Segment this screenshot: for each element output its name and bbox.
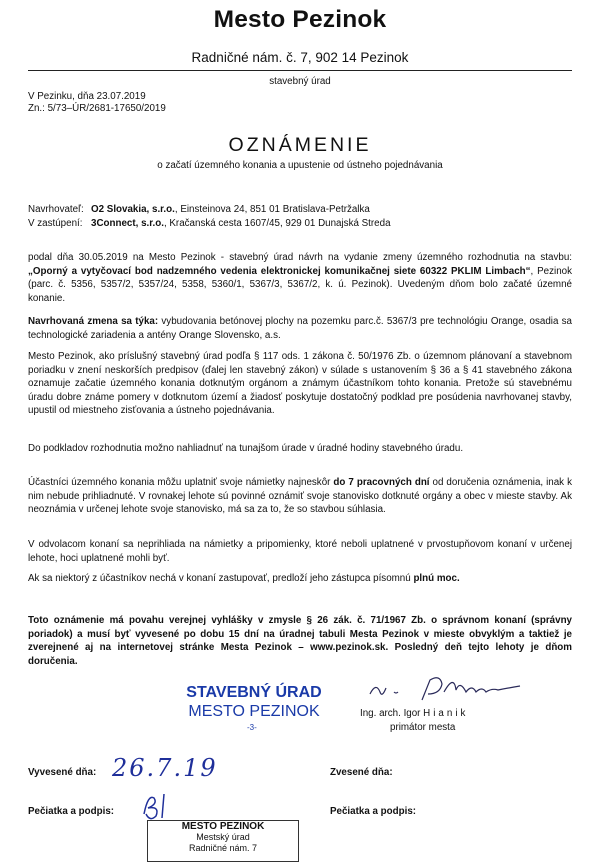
paragraph-inspection (28, 442, 572, 456)
agent-name: 3Connect, s.r.o. (91, 217, 164, 229)
proposer-address: , Einsteinova 24, 851 01 Bratislava-Petržalka (174, 204, 370, 215)
signatory-name (360, 708, 468, 719)
stamp-line-2: MESTO PEZINOK (188, 702, 320, 720)
stamp-sign-label-left: Pečiatka a podpis: (28, 806, 115, 817)
stamp-number: -3- (247, 723, 257, 732)
header-divider (28, 70, 572, 71)
paragraph-public-notice (28, 614, 572, 668)
legal-basis-text: Mesto Pezinok, ako príslušný stavebný úrad podľa § 117 ods. 1 zákona č. 50/1976 Zb. o územnom plánovaní a stavebnom poriadku v znení neskorších predpisov (ďalej len stavebný zákon) v súlade s ustanovením § 36 a § 41 stavebného zákona oznamuje začatie územného konania dotknutým orgánom a známym účastníkom tohto konania. Pretože sú stavebnému úradu dobre známe pomery v dotknutom území a žiadosť poskytuje dostatočný podklad pre posúdenia navrhovanej stavby, upustil od miestneho zisťovania a ústneho pojednávania. (28, 351, 572, 417)
handwritten-signature (364, 672, 564, 708)
signatory-surname: Hianik (423, 708, 469, 719)
posted-date-handwritten: 26.7.19 (112, 754, 218, 782)
public-notice-text: Toto oznámenie má povahu verejnej vyhlášky v zmysle § 26 zák. č. 71/1967 Zb. o správnom konaní (správny poriadok) a musí byť vyvesené po dobu 15 dní na úradnej tabuli Mesta Pezinok v mieste obvyklým a taktiež je zverejnené aj na internetovej stránke Mesta Pezinok – www.pezinok.sk. Posledný deň tejto lehoty je dňom doručenia. (28, 615, 572, 667)
round-stamp-line-3: Radničné nám. 7 (188, 843, 258, 853)
removed-label: Zvesené dňa: (330, 767, 393, 778)
agent-row (28, 217, 391, 231)
stamp-line-1: STAVEBNÝ ÚRAD (186, 684, 322, 701)
posted-label: Vyvesené dňa: (28, 767, 97, 778)
proposer-row (28, 203, 391, 217)
round-stamp-line-2: Mestský úrad (196, 832, 250, 842)
paragraph-appeal (28, 538, 572, 565)
city-address: Radničné nám. č. 7, 902 14 Pezinok (191, 50, 409, 65)
proposer-label: Navrhovateľ: (28, 204, 84, 215)
paragraph-objections (28, 476, 572, 517)
handwritten-initials (140, 788, 184, 822)
signatory-name-prefix: Ing. arch. Igor (360, 708, 424, 719)
stamp-sign-label-right: Pečiatka a podpis: (330, 806, 417, 817)
project-name: „Oporný a vytyčovací bod nadzemného vedenia elektronickej komunikačnej siete 60322 PKLIM Limbach“ (28, 265, 531, 277)
p1-text-a: podal dňa 30.05.2019 na Mesto Pezinok - stavebný úrad návrh na vydanie zmeny územného rozhodnutia na stavbu: (28, 252, 572, 263)
parties-block (28, 203, 391, 230)
place-date: V Pezinku, dňa 23.07.2019 (28, 91, 146, 102)
p5-text-c: od doručenia oznámenia, inak k nim nebude prihliadnuté. V rovnakej lehote sú povinné oznámiť svoje stanovisko dotknuté orgány a obec v mieste stavby. Ak neoznámia v určenej lehote svoje stanovisko, má sa za to, že so stavbou súhlasia. (28, 477, 572, 516)
deadline-text: do 7 pracovných dní (333, 477, 430, 488)
proposer-name: O2 Slovakia, s.r.o. (91, 204, 175, 215)
agent-address: , Kračanská cesta 1607/45, 929 01 Dunajská Streda (163, 217, 391, 229)
office-name: stavebný úrad (269, 76, 331, 87)
p5-text-a: Účastníci územného konania môžu uplatniť svoje námietky najneskôr (28, 477, 334, 488)
appeal-text: V odvolacom konaní sa neprihliada na námietky a pripomienky, ktoré neboli uplatnené v prvostupňovom konaní v určenej lehote, hoci uplatnené mohli byť. (28, 539, 572, 564)
document-heading: OZNÁMENIE (228, 134, 372, 156)
p1-text-c: , Pezinok (parc. č. 5356, 5357/2, 5357/24, 5358, 5360/1, 5367/3, 5367/2, k. ú. Pezinok). Uvedeným dňom bolo začaté územné konanie. (28, 265, 572, 304)
document-subheading: o začatí územného konania a upustenie od ústneho pojednávania (157, 160, 443, 171)
city-title: Mesto Pezinok (213, 6, 387, 33)
signatory-role: primátor mesta (390, 722, 456, 733)
reference-number: Zn.: 5/73–ÚR/2681-17650/2019 (28, 102, 166, 114)
p7-text-a: Ak sa niektorý z účastníkov nechá v konaní zastupovať, predloží jeho zástupca písomnú (28, 573, 414, 584)
paragraph-representation (28, 572, 572, 586)
inspection-text: Do podkladov rozhodnutia možno nahliadnuť na tunajšom úrade v úradné hodiny stavebného úradu. (28, 443, 464, 454)
paragraph-legal-basis (28, 350, 572, 418)
round-stamp-line-1: MESTO PEZINOK (181, 821, 265, 832)
municipal-round-stamp (147, 820, 299, 862)
office-stamp (186, 684, 322, 721)
power-of-attorney: plnú moc. (413, 573, 460, 584)
agent-label: V zastúpení: (28, 217, 83, 229)
reference-block (28, 91, 166, 114)
paragraph-change (28, 315, 572, 342)
change-text: vybudovania betónovej plochy na pozemku parc.č. 5367/3 pre technológiu Orange, osadia sa technologické zariadenia a antény Orange Slovensko, a.s. (28, 316, 572, 341)
change-label: Navrhovaná zmena sa týka: (28, 316, 159, 327)
paragraph-application (28, 251, 572, 305)
